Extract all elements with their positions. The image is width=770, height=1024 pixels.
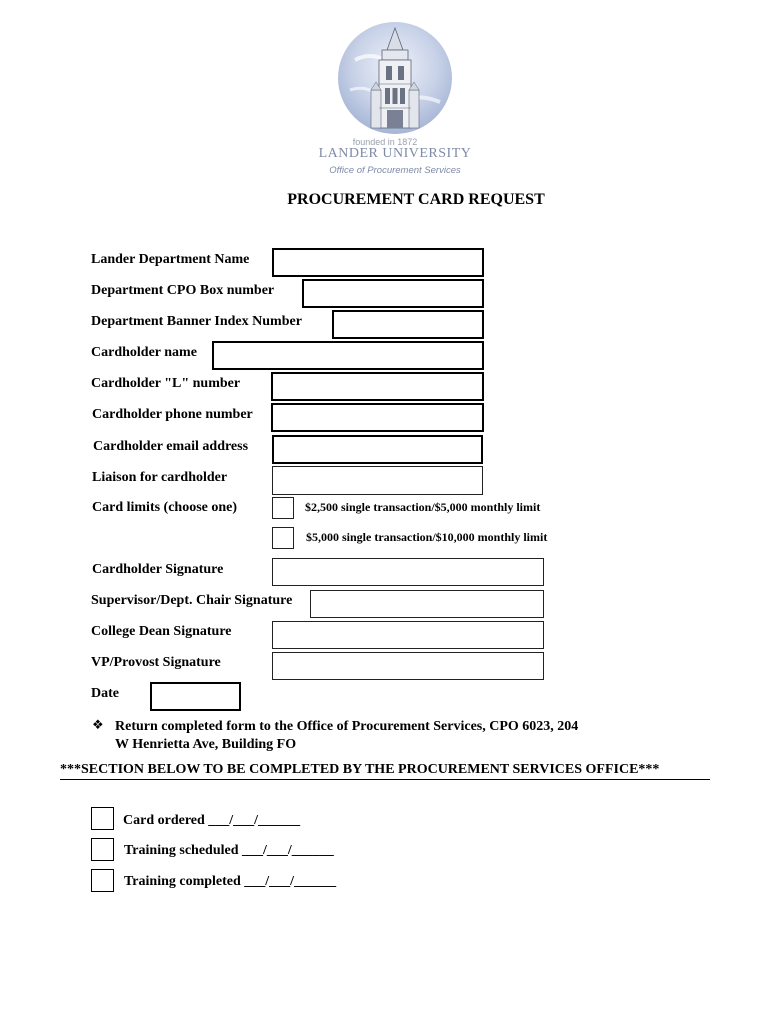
phone-field[interactable]: [271, 403, 484, 432]
cardholder-signature-label: Cardholder Signature: [92, 562, 224, 577]
card-ordered-label: Card ordered ___/___/______: [123, 813, 301, 828]
date-label: Date: [91, 686, 119, 701]
dean-signature-field[interactable]: [272, 621, 544, 649]
provost-signature-label: VP/Provost Signature: [91, 655, 221, 670]
card-limits-label: Card limits (choose one): [92, 500, 238, 515]
office-name: Office of Procurement Services: [329, 165, 461, 176]
limit-option-1-label: $2,500 single transaction/$5,000 monthly limit: [305, 500, 541, 514]
email-label: Cardholder email address: [93, 439, 249, 454]
date-field[interactable]: [150, 682, 241, 711]
return-note-line2: W Henrietta Ave, Building FO: [115, 737, 297, 752]
banner-index-field[interactable]: [332, 310, 484, 339]
clock-tower-emblem: [335, 20, 455, 140]
department-name-label: Lander Department Name: [91, 252, 250, 267]
l-number-label: Cardholder "L" number: [91, 376, 241, 391]
diamond-bullet-icon: ❖: [92, 717, 104, 732]
limit-option-1-checkbox[interactable]: [272, 497, 294, 519]
page-title: PROCUREMENT CARD REQUEST: [287, 191, 545, 208]
cardholder-signature-field[interactable]: [272, 558, 544, 586]
training-completed-checkbox[interactable]: [91, 869, 114, 892]
banner-index-label: Department Banner Index Number: [91, 314, 302, 329]
cardholder-name-label: Cardholder name: [91, 345, 197, 360]
l-number-field[interactable]: [271, 372, 484, 401]
university-name: LANDER UNIVERSITY: [318, 146, 472, 161]
liaison-field[interactable]: [272, 466, 483, 495]
training-scheduled-label: Training scheduled ___/___/______: [124, 843, 334, 858]
email-field[interactable]: [272, 435, 483, 464]
founded-caption: founded in 1872: [352, 137, 418, 147]
provost-signature-field[interactable]: [272, 652, 544, 680]
training-scheduled-checkbox[interactable]: [91, 838, 114, 861]
liaison-label: Liaison for cardholder: [92, 470, 228, 485]
department-name-field[interactable]: [272, 248, 484, 277]
return-note-line1: Return completed form to the Office of Procurement Services, CPO 6023, 204: [115, 719, 579, 734]
dean-signature-label: College Dean Signature: [91, 624, 232, 639]
limit-option-2-checkbox[interactable]: [272, 527, 294, 549]
cpo-box-label: Department CPO Box number: [91, 283, 275, 298]
cardholder-name-field[interactable]: [212, 341, 484, 370]
office-section-header: ***SECTION BELOW TO BE COMPLETED BY THE PROCUREMENT SERVICES OFFICE***: [60, 762, 710, 780]
university-logo: [335, 20, 455, 140]
supervisor-signature-field[interactable]: [310, 590, 544, 618]
cpo-box-field[interactable]: [302, 279, 484, 308]
training-completed-label: Training completed ___/___/______: [124, 874, 337, 889]
supervisor-signature-label: Supervisor/Dept. Chair Signature: [91, 593, 293, 608]
phone-label: Cardholder phone number: [92, 407, 253, 422]
card-ordered-checkbox[interactable]: [91, 807, 114, 830]
limit-option-2-label: $5,000 single transaction/$10,000 monthly limit: [306, 530, 548, 544]
